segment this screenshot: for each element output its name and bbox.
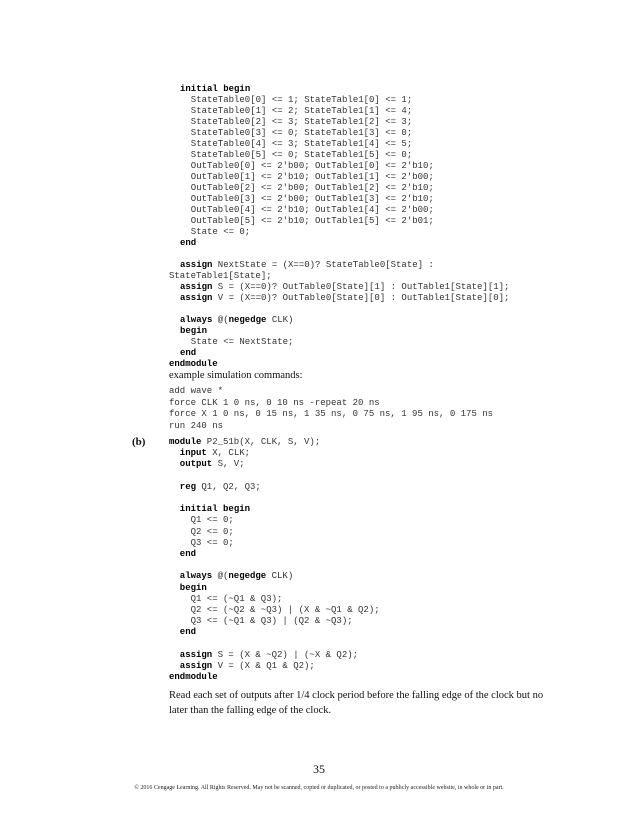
code-line: StateTable0[5] <= 0; StateTable1[5] <= 0; <box>180 150 413 160</box>
code-line: end <box>179 627 196 638</box>
code-line: end <box>180 348 197 358</box>
simulation-command-line: force CLK 1 0 ns, 0 10 ns -repeat 20 ns <box>169 397 380 408</box>
page-number: 35 <box>313 762 325 776</box>
code-line: OutTable0[3] <= 2'b00; OutTable1[3] <= 2'b10; <box>180 194 434 204</box>
code-line: Q3 <= 0; <box>190 537 234 548</box>
code-line: OutTable0[0] <= 2'b00; OutTable1[0] <= 2'b10; <box>180 161 434 171</box>
code-line: StateTable0[4] <= 3; StateTable1[4] <= 5; <box>180 139 413 149</box>
code-line: always @(negedge CLK) <box>179 571 294 582</box>
code-line: endmodule <box>169 359 218 369</box>
code-line: StateTable0[0] <= 1; StateTable1[0] <= 1; <box>180 95 413 105</box>
code-line: StateTable1[State]; <box>169 271 272 281</box>
copyright-notice: © 2016 Cengage Learning. All Rights Reserved. May not be scanned, copied or duplicated, or posted to a publicly accessible website, in whole or in part. <box>134 785 504 791</box>
code-line: always @(negedge CLK) <box>180 315 294 325</box>
code-line: State <= NextState; <box>180 337 294 347</box>
code-line: initial begin <box>179 504 251 515</box>
code-line: Q3 <= (~Q1 & Q3) | (Q2 & ~Q3); <box>190 616 353 627</box>
code-line: end <box>180 238 197 248</box>
code-line: begin <box>180 326 208 336</box>
note-paragraph: Read each set of outputs after 1/4 clock period before the falling edge of the clock but no later than the falling edge of the clock. <box>169 690 544 716</box>
code-line: assign V = (X & Q1 & Q2); <box>179 661 315 671</box>
code-line: output S, V; <box>179 459 245 470</box>
code-line: assign S = (X==0)? OutTable0[State][1] : OutTable1[State][1]; <box>180 282 510 292</box>
code-line: initial begin <box>180 84 251 94</box>
simulation-command-line: run 240 ns <box>169 420 224 431</box>
code-line: StateTable0[3] <= 0; StateTable1[3] <= 0; <box>180 128 413 138</box>
code-line: StateTable0[2] <= 3; StateTable1[2] <= 3; <box>180 117 413 127</box>
code-line: assign NextState = (X==0)? StateTable0[State] : <box>180 260 434 270</box>
code-line: begin <box>179 582 207 593</box>
code-line: reg Q1, Q2, Q3; <box>179 481 261 492</box>
code-line: State <= 0; <box>180 227 251 237</box>
part-b-label: (b) <box>132 436 146 448</box>
simulation-command-line: force X 1 0 ns, 0 15 ns, 1 35 ns, 0 75 ns, 1 95 ns, 0 175 ns <box>169 409 494 419</box>
simulation-commands-title: example simulation commands: <box>169 370 303 381</box>
code-line: Q1 <= 0; <box>190 515 234 526</box>
code-line: Q1 <= (~Q1 & Q3); <box>190 593 283 604</box>
code-line: endmodule <box>169 672 218 683</box>
code-line: assign S = (X & ~Q2) | (~X & Q2); <box>179 649 359 660</box>
code-line: module P2_51b(X, CLK, S, V); <box>169 437 321 447</box>
code-line: input X, CLK; <box>179 448 251 459</box>
code-line: OutTable0[5] <= 2'b10; OutTable1[5] <= 2'b01; <box>180 216 434 226</box>
code-line: end <box>179 549 196 559</box>
code-line: OutTable0[1] <= 2'b10; OutTable1[1] <= 2'b00; <box>180 172 434 182</box>
code-line: StateTable0[1] <= 2; StateTable1[1] <= 4; <box>180 106 413 116</box>
code-line: Q2 <= (~Q2 & ~Q3) | (X & ~Q1 & Q2); <box>190 605 380 615</box>
code-line: Q2 <= 0; <box>190 526 234 537</box>
code-line: assign V = (X==0)? OutTable0[State][0] : OutTable1[State][0]; <box>180 293 510 303</box>
code-line: OutTable0[2] <= 2'b00; OutTable1[2] <= 2'b10; <box>180 183 434 193</box>
code-line: OutTable0[4] <= 2'b10; OutTable1[4] <= 2'b00; <box>180 205 434 215</box>
simulation-command-line: add wave * <box>169 386 224 396</box>
